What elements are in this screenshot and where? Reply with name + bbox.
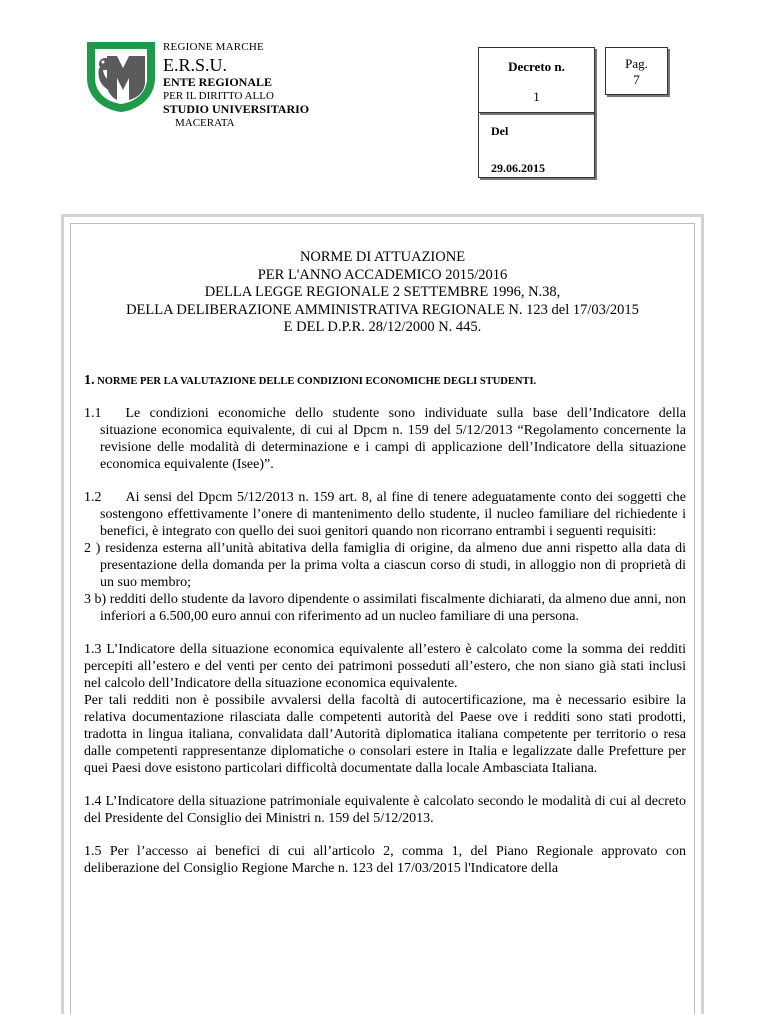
paragraph-1-3: [84, 641, 686, 777]
paragraph-text: 1.3 L’Indicatore della situazione economica equivalente all’estero è calcolato come la somma dei redditi percepiti all’estero e del venti per cento dei patrimoni posseduti all’estero, che non siano già stati inclusi nel calcolo dell’Indicatore della situazione economica equivalente.: [84, 642, 686, 691]
paragraph-text: Le condizioni economiche dello studente sono individuate sulla base dell’Indicatore della situazione economica equivalente, di cui al Dpcm n. 159 del 5/12/2013 “Regolamento concernente la revisione delle modalità di determinazione e i campi di applicazione dell’Indicatore della situazione economica equivalente (Isee)”.: [100, 406, 686, 472]
paragraph-1-1: [84, 405, 686, 473]
org-line-5: STUDIO UNIVERSITARIO: [163, 101, 310, 116]
date-box: [478, 113, 595, 178]
paragraph-text: Ai sensi del Dpcm 5/12/2013 n. 159 art. 8, al fine di tenere adeguatamente conto dei soggetti che sostengono effettivamente l’onere di mantenimento dello studente, il nucleo familiare del richiedente i benefici, è integrato con quello dei suoi genitori quando non ricorrano entrambi i seguenti requisiti:: [100, 490, 686, 539]
org-line-1: REGIONE MARCHE: [163, 41, 264, 53]
paragraph-text: Per tali redditi non è possibile avvalersi della facoltà di autocertificazione, ma è necessario esibire la relativa documentazione rilasciata dalle competenti autorità del Paese ove i redditi sono stati prodotti, tradotta in lingua italiana, convalidata dall’Autorità diplomatica italiana competente per territorio o resa dalle competenti rappresentanze diplomatiche o consolari estere in Italia e legalizzate dalle Prefetture per quei Paesi dove esistono particolari difficoltà documentate dalla locale Ambasciata Italiana.: [84, 693, 686, 776]
org-line-6: MACERATA: [175, 116, 235, 129]
decreto-box: [478, 47, 595, 113]
requirement-item: 3 b) redditi dello studente da lavoro dipendente o assimilati fiscalmente dichiarati, da almeno due anni, non inferiori a 6.500,00 euro annui con riferimento ad un nucleo familiare di una persona.: [84, 592, 686, 624]
paragraph-text: 1.4 L’Indicatore della situazione patrimoniale equivalente è calcolato secondo le modalità di cui al decreto del Presidente del Consiglio dei Ministri n. 159 del 5/12/2013.: [84, 794, 686, 826]
paragraph-1-5: [84, 843, 686, 877]
page-label: Pag.: [625, 56, 648, 71]
section-number: 1.: [84, 373, 95, 388]
paragraph-number: 1.2: [84, 490, 102, 505]
org-line-3: ENTE REGIONALE: [163, 75, 273, 90]
title-line: E DEL D.P.R. 28/12/2000 N. 445.: [283, 319, 482, 335]
paragraph-text: 1.5 Per l’accesso ai benefici di cui all’articolo 2, comma 1, del Piano Regionale approvato con deliberazione del Consiglio Regione Marche n. 123 del 17/03/2015 l'Indicatore della: [84, 844, 686, 876]
ersu-logo-icon: [83, 38, 159, 114]
decree-date: 29.06.2015: [491, 161, 545, 175]
document-title: [61, 249, 704, 337]
paragraph-1-2: [84, 489, 686, 625]
paragraph-1-4: [84, 793, 686, 827]
org-line-4: PER IL DIRITTO ALLO: [163, 90, 274, 103]
page-number-box: [605, 47, 668, 95]
section-heading: [84, 372, 686, 390]
page-number: 7: [633, 72, 640, 88]
paragraph-number: 1.1: [84, 406, 102, 421]
title-line: NORME DI ATTUAZIONE: [299, 249, 466, 265]
document-body: [84, 372, 686, 893]
title-line: DELLA LEGGE REGIONALE 2 SETTEMBRE 1996, N.38,: [204, 284, 561, 300]
decreto-number: 1: [533, 89, 540, 104]
org-line-2: E.R.S.U.: [163, 54, 228, 75]
date-label: Del: [491, 124, 509, 138]
decreto-label: Decreto n.: [508, 59, 565, 74]
title-line: DELLA DELIBERAZIONE AMMINISTRATIVA REGIONALE N. 123 del 17/03/2015: [126, 301, 639, 318]
section-title: NORME PER LA VALUTAZIONE DELLE CONDIZIONI ECONOMICHE DEGLI STUDENTI.: [97, 376, 537, 387]
title-line: PER L'ANNO ACCADEMICO 2015/2016: [257, 266, 508, 283]
organization-name: [163, 41, 309, 129]
requirement-item: 2 ) residenza esterna all’unità abitativa della famiglia di origine, da almeno due anni rispetto alla data di presentazione della domanda per la prima volta a ciascun corso di studi, in alloggio non di proprietà di un suo membro;: [84, 541, 686, 590]
